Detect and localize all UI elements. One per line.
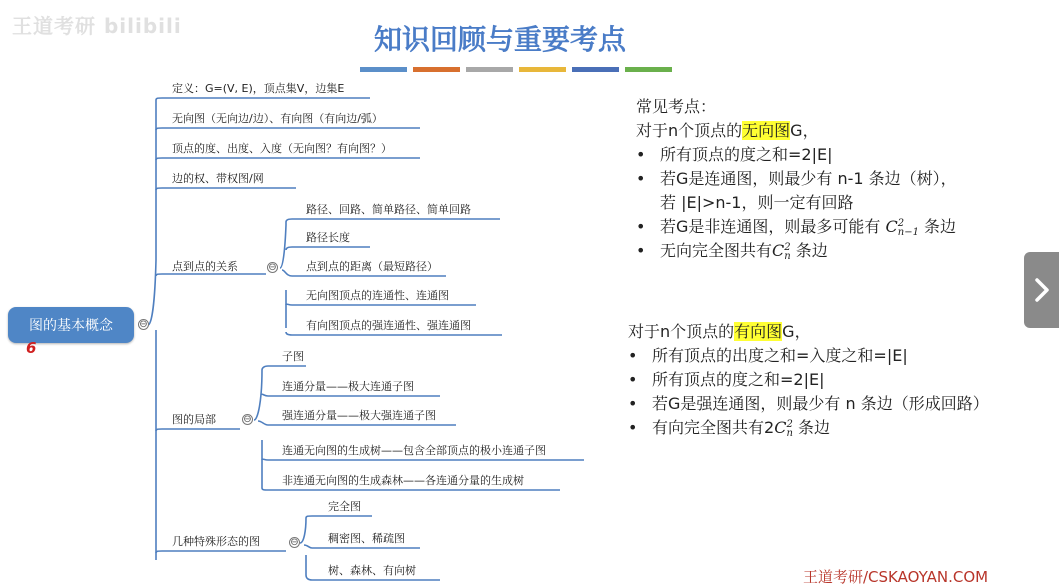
slide-title: 知识回顾与重要考点	[373, 23, 626, 56]
bullet-text: 所有顶点的出度之和=入度之和=|E|	[652, 346, 908, 365]
mindmap-leaf[interactable]: 路径、回路、简单路径、简单回路	[306, 203, 471, 216]
highlight-term: 有向图	[734, 322, 783, 341]
intro-text: 对于n个顶点的	[636, 121, 743, 140]
notes-bullet	[628, 344, 989, 368]
highlight-term: 无向图	[742, 121, 791, 140]
bullet-text: 若G是连通图，则最少有 n-1 条边（树），	[660, 169, 957, 188]
intro-text: G，	[790, 121, 819, 140]
math-sup: 2	[786, 418, 793, 430]
notes-bullet	[636, 239, 957, 263]
notes-intro	[636, 119, 957, 143]
bullet-icon: •	[628, 370, 638, 389]
bullet-text: 所有顶点的度之和=2|E|	[660, 145, 833, 164]
bullet-icon: •	[628, 394, 638, 413]
notes-bullet	[628, 392, 989, 416]
watermark: 王道考研 bilibili	[12, 14, 182, 38]
collapse-toggle-icon[interactable]: ⊖	[290, 537, 299, 548]
mindmap-leaf[interactable]: 稠密图、稀疏图	[328, 532, 405, 545]
math-symbol: C	[774, 418, 787, 437]
bullet-text: 若G是非连通图，则最多可能有	[660, 217, 886, 236]
intro-text: G，	[782, 322, 811, 341]
math-sup: 2	[897, 217, 905, 229]
math-symbol: C	[885, 217, 898, 236]
bullet-text: 条边	[918, 217, 957, 236]
chevron-right-icon	[1034, 277, 1050, 303]
math-sub: n	[784, 250, 791, 262]
mindmap-leaf[interactable]: 路径长度	[306, 231, 350, 244]
collapse-toggle-icon[interactable]: ⊖	[268, 262, 277, 273]
bullet-text: 所有顶点的度之和=2|E|	[652, 370, 825, 389]
bullet-text: 有向完全图共有2	[652, 418, 775, 437]
mindmap-leaf[interactable]: 有向图顶点的强连通性、强连通图	[306, 319, 471, 332]
bullet-text: 若 |E|>n-1，则一定有回路	[660, 193, 854, 212]
collapse-toggle-icon[interactable]: ⊖	[139, 319, 148, 330]
notes-undirected	[636, 95, 957, 263]
mindmap-node-degree[interactable]: 顶点的度、出度、入度（无向图？有向图？）	[172, 142, 392, 155]
math-sub: n−1	[897, 226, 919, 238]
bullet-icon: •	[636, 169, 646, 188]
mindmap-node-definition[interactable]: 定义：G=(V, E)，顶点集V，边集E	[172, 82, 345, 95]
intro-text: 对于n个顶点的	[628, 322, 735, 341]
bullet-text: 若G是强连通图，则最少有 n 条边（形成回路）	[652, 394, 989, 413]
mindmap-leaf[interactable]: 连通分量——极大连通子图	[282, 380, 414, 393]
next-slide-button[interactable]	[1024, 252, 1059, 328]
bullet-icon: •	[628, 346, 638, 365]
bullet-text: 无向完全图共有	[660, 241, 773, 260]
notes-bullet	[636, 143, 957, 167]
mindmap-leaf[interactable]: 非连通无向图的生成森林——各连通分量的生成树	[282, 474, 524, 487]
handwritten-mark: 6	[26, 339, 37, 357]
bullet-icon: •	[636, 241, 646, 260]
mindmap-leaf[interactable]: 无向图顶点的连通性、连通图	[306, 289, 449, 302]
mindmap-leaf[interactable]: 完全图	[328, 500, 361, 513]
mindmap-leaf[interactable]: 强连通分量——极大强连通子图	[282, 409, 436, 422]
math-symbol: C	[772, 241, 785, 260]
mindmap-leaf[interactable]: 树、森林、有向树	[328, 564, 416, 577]
collapse-toggle-icon[interactable]: ⊖	[243, 414, 252, 425]
mindmap-node-special[interactable]: 几种特殊形态的图	[172, 535, 260, 548]
bullet-text: 条边	[792, 418, 830, 437]
notes-bullet-continuation	[636, 191, 957, 215]
mindmap-node-weights[interactable]: 边的权、带权图/网	[172, 172, 264, 185]
bullet-text: 条边	[790, 241, 828, 260]
notes-bullet	[636, 167, 957, 191]
notes-bullet	[628, 416, 989, 440]
mindmap-root[interactable]: 图的基本概念	[8, 307, 134, 343]
mindmap-node-graph-types[interactable]: 无向图（无向边/边）、有向图（有向边/弧）	[172, 112, 383, 125]
notes-intro	[628, 320, 989, 344]
mindmap-leaf[interactable]: 连通无向图的生成树——包含全部顶点的极小连通子图	[282, 444, 546, 457]
mindmap-leaf[interactable]: 子图	[282, 350, 304, 363]
bullet-icon: •	[636, 217, 646, 236]
mindmap-leaf[interactable]: 点到点的距离（最短路径）	[306, 260, 438, 273]
color-bar	[625, 67, 672, 72]
bullet-icon: •	[636, 145, 646, 164]
notes-bullet	[636, 215, 957, 239]
mindmap-node-path-relation[interactable]: 点到点的关系	[172, 260, 238, 273]
math-sub: n	[786, 427, 793, 439]
footer-brand: 王道考研/CSKAOYAN.COM	[803, 568, 989, 586]
notes-heading: 常见考点：	[636, 97, 717, 116]
mindmap-node-subgraph[interactable]: 图的局部	[172, 413, 216, 426]
notes-bullet	[628, 368, 989, 392]
math-sup: 2	[784, 241, 791, 253]
bullet-icon: •	[628, 418, 638, 437]
notes-directed	[628, 320, 989, 440]
